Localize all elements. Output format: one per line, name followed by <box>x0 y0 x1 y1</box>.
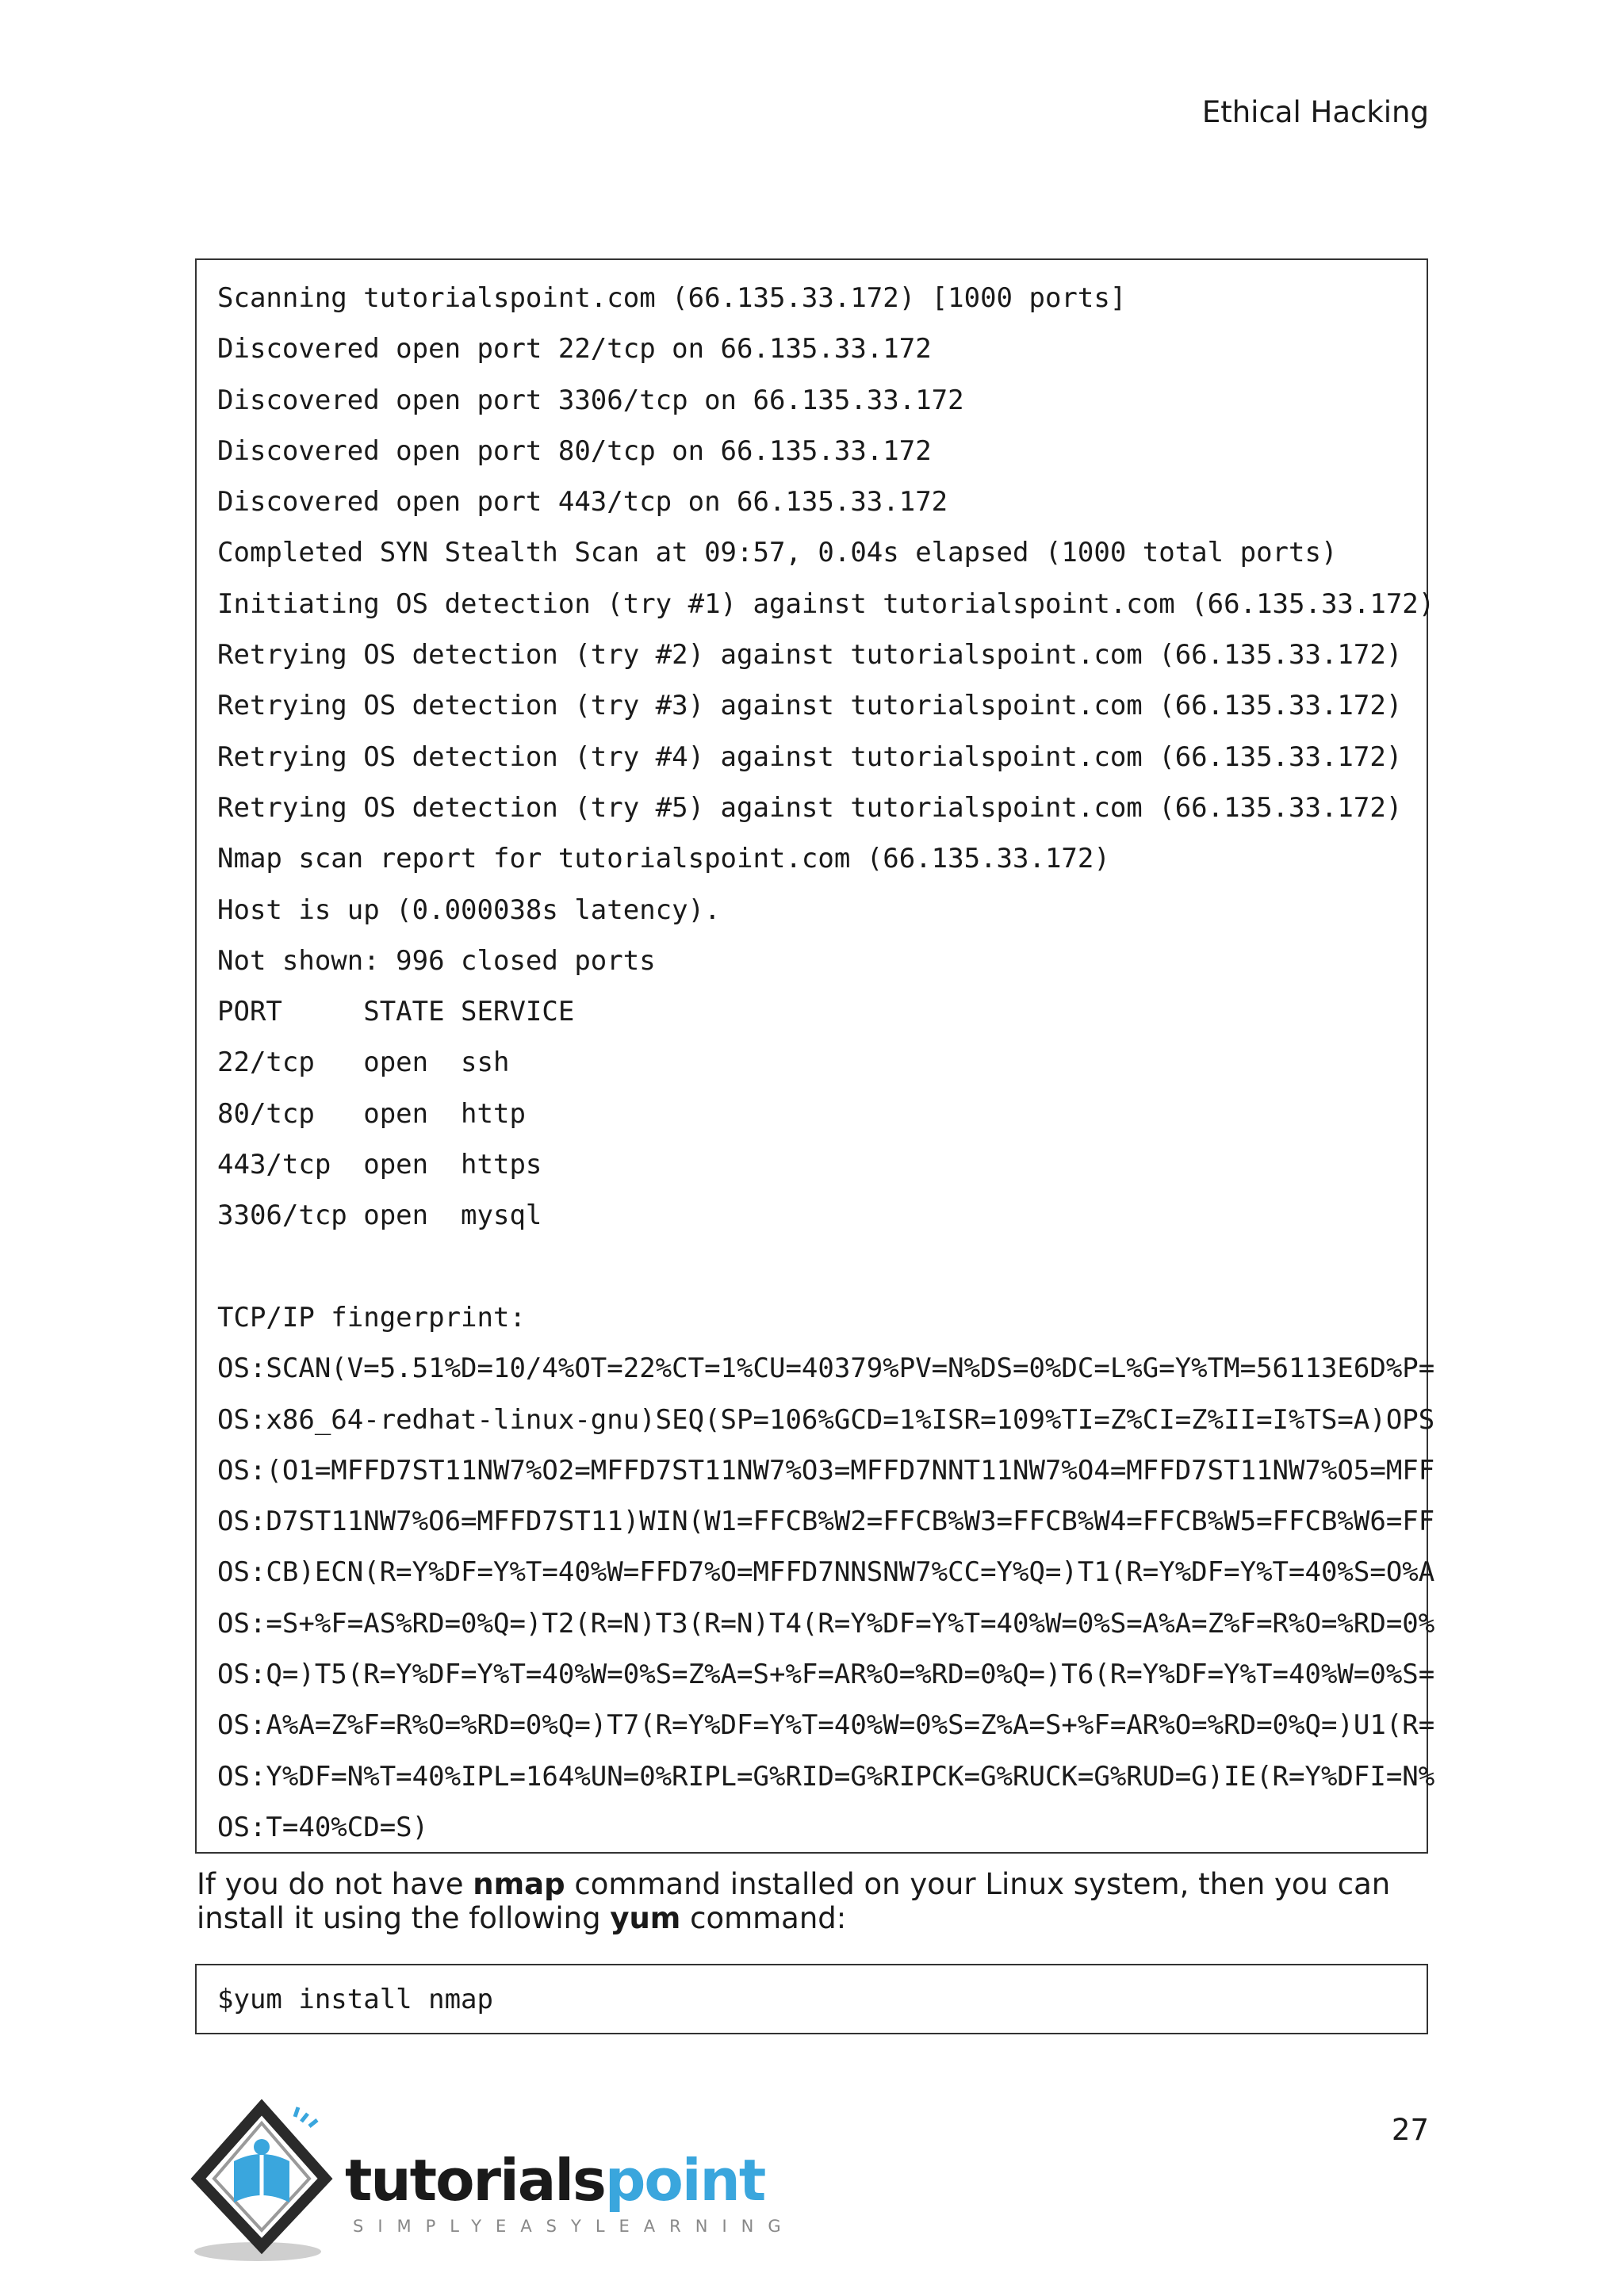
code-line: OS:Y%DF=N%T=40%IPL=164%UN=0%RIPL=G%RID=G%RIPCK=G%RUCK=G%RUD=G)IE(R=Y%DFI=N% <box>217 1760 1435 1793</box>
code-line: Host is up (0.000038s latency). <box>217 894 721 926</box>
code-line: Retrying OS detection (try #4) against tutorialspoint.com (66.135.33.172) <box>217 740 1403 773</box>
code-line: 80/tcp open http <box>217 1097 526 1130</box>
code-line: OS:Q=)T5(R=Y%DF=Y%T=40%W=0%S=Z%A=S+%F=AR%O=%RD=0%Q=)T6(R=Y%DF=Y%T=40%W=0%S= <box>217 1659 1435 1691</box>
code-block-install-command <box>195 1964 1428 2034</box>
logo-emblem-icon <box>190 2099 349 2266</box>
code-line: Retrying OS detection (try #5) against tutorialspoint.com (66.135.33.172) <box>217 791 1403 824</box>
code-line: OS:(O1=MFFD7ST11NW7%O2=MFFD7ST11NW7%O3=MFFD7NNT11NW7%O4=MFFD7ST11NW7%O5=MFF <box>217 1454 1435 1487</box>
logo-wordmark <box>345 2147 765 2214</box>
code-line: Completed SYN Stealth Scan at 09:57, 0.04s elapsed (1000 total ports) <box>217 537 1338 569</box>
code-line: Retrying OS detection (try #2) against tutorialspoint.com (66.135.33.172) <box>217 639 1403 672</box>
code-line: Nmap scan report for tutorialspoint.com (66.135.33.172) <box>217 843 1110 875</box>
code-line: Not shown: 996 closed ports <box>217 944 656 977</box>
code-line: Initiating OS detection (try #1) against tutorialspoint.com (66.135.33.172) <box>217 587 1435 620</box>
paragraph-bold-nmap: nmap <box>473 1867 565 1901</box>
code-line: OS:x86_64-redhat-linux-gnu)SEQ(SP=106%GCD=1%ISR=109%TI=Z%CI=Z%II=I%TS=A)OPS <box>217 1403 1435 1436</box>
logo-tagline: SIMPLYEASYLEARNING <box>353 2217 795 2236</box>
code-line: 3306/tcp open mysql <box>217 1200 542 1232</box>
code-line: Discovered open port 22/tcp on 66.135.33.172 <box>217 333 932 365</box>
code-line <box>217 1242 1406 1292</box>
logo-wordmark-main: tutorials <box>345 2147 605 2214</box>
code-line: OS:D7ST11NW7%O6=MFFD7ST11)WIN(W1=FFCB%W2=FFCB%W3=FFCB%W4=FFCB%W5=FFCB%W6=FF <box>217 1506 1435 1538</box>
code-line: Discovered open port 443/tcp on 66.135.33.172 <box>217 486 948 519</box>
code-line: $yum install nmap <box>217 1984 493 2015</box>
code-line: OS:T=40%CD=S) <box>217 1811 429 1843</box>
code-line: Scanning tutorialspoint.com (66.135.33.172) [1000 ports] <box>217 282 1127 314</box>
code-line: OS:=S+%F=AS%RD=0%Q=)T2(R=N)T3(R=N)T4(R=Y%DF=Y%T=40%W=0%S=A%A=Z%F=R%O=%RD=0% <box>217 1607 1435 1640</box>
code-line: OS:A%A=Z%F=R%O=%RD=0%Q=)T7(R=Y%DF=Y%T=40%W=0%S=Z%A=S+%F=AR%O=%RD=0%Q=)U1(R= <box>217 1709 1435 1742</box>
code-line: Retrying OS detection (try #3) against tutorialspoint.com (66.135.33.172) <box>217 690 1403 722</box>
code-line: Discovered open port 80/tcp on 66.135.33.172 <box>217 434 932 467</box>
paragraph-text-1: If you do not have <box>197 1867 473 1901</box>
code-line: TCP/IP fingerprint: <box>217 1301 526 1334</box>
logo-wordmark-accent: point <box>604 2147 765 2214</box>
paragraph-text-2: command installed on your Linux system, then you can install it using the following <box>197 1867 1391 1935</box>
page-header-title: Ethical Hacking <box>1201 95 1429 129</box>
body-paragraph <box>197 1867 1434 1935</box>
code-line: OS:SCAN(V=5.51%D=10/4%OT=22%CT=1%CU=40379%PV=N%DS=0%DC=L%G=Y%TM=56113E6D%P= <box>217 1353 1435 1385</box>
code-block-nmap-output <box>195 258 1435 1854</box>
code-line: PORT STATE SERVICE <box>217 996 575 1028</box>
code-line: 443/tcp open https <box>217 1149 542 1181</box>
paragraph-text-3: command: <box>680 1901 847 1935</box>
tutorialspoint-logo <box>190 2099 795 2266</box>
code-line: OS:CB)ECN(R=Y%DF=Y%T=40%W=FFD7%O=MFFD7NNSNW7%CC=Y%Q=)T1(R=Y%DF=Y%T=40%S=O%A <box>217 1556 1435 1589</box>
paragraph-bold-yum: yum <box>610 1901 681 1935</box>
code-line: Discovered open port 3306/tcp on 66.135.33.172 <box>217 384 964 416</box>
code-line: 22/tcp open ssh <box>217 1047 510 1079</box>
page-number: 27 <box>1391 2113 1429 2147</box>
